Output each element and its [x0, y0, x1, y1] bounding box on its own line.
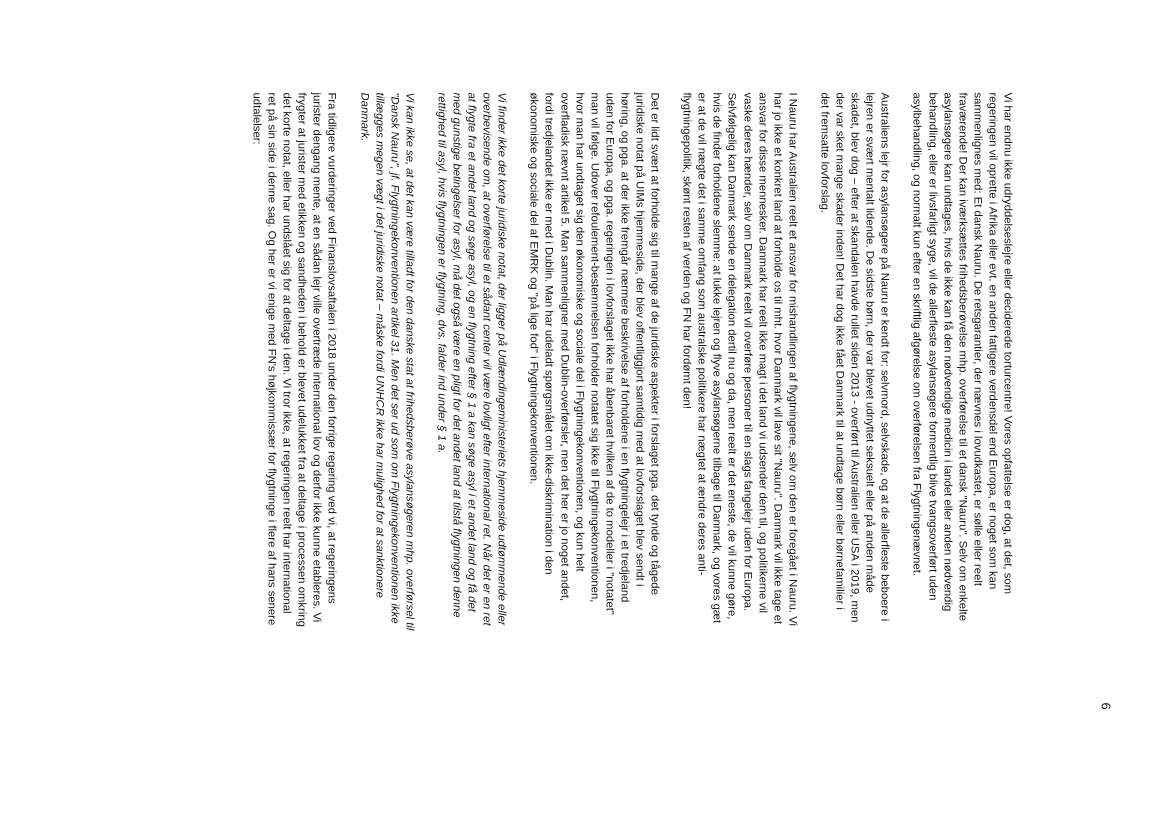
- paragraph-legal-aspects: Det er lidt svært at forholde sig til mange af de juridiske aspekter i forslaget pga. det tynde og tågede juridiske notat på UIMs hjemmeside, der blev offentliggjort samtidig med at lovforslaget blev sendt i høring, og pga. at der ikke fremgår nærmere beskrivelse af forholdene i en flygtningelejr i et tredjeland uden for Europa, og pga. regeringen i lovforslaget ikke har åbenbaret hvilken af de to modeller i "notatet" man vil følge. Udover refoulement-bestemmelsen forholder notatet sig ikke til Flygtningekonventionen, hvor man har undtaget sig den økonomiske og sociale del i Flygtningekonventionen, og kun helt overfladisk nævnt artikel 5. Man sammenligner med Dublin-overførsler, men det her er jo noget andet, fordi tredjelandet ikke er med i Dublin. Man har udeladt spørgsmålet om ikke-diskrimination i den økonomiske og sociale del af EMRK og "på lige fod" i Flygtningekonventionen.: [527, 92, 661, 615]
- paragraph-earlier-assessments: Fra tidligere vurderinger ved Finanslovsaftalen i 2018 under den forrige regering ved vi, at regeringens jurister dengang mente, at en sådan lejr ville overtræde international lov og derfor ikke kunne etableres. Vi frygter at jurister med etikken og sandheden i behold er blevet udelukket fra at deltage i processen omkring det korte notat, eller har undslået sig for at deltage i den. Vi tror ikke, at regeringen reelt har international ret på sin side i denne sag. Og her er vi enige med FN's højkommissær for flygtninge i flere af hans senere udtalelser:: [249, 92, 338, 627]
- paragraph-legal-note-critique: Vi finder ikke det korte juridiske notat, der ligger på Udlændingeministeriets hjemmeside udtømmende eller overbevisende om, at overførelse til et sådant center vil være lovligt efter international ret. Når det er en ret at flygte fra et andet land og søge asyl, og en flygtning efter § 1 a kan søge asyl i et andet land og få det med gunstige betingelser for asyl, må det også være en pligt for det andet land at tilstå flygtningen denne rettighed til asyl, hvis flygtningen er flygtning, dvs. falder ind under § 1 a.: [434, 92, 508, 626]
- paragraph-article-31: Vi kan ikke se, at det kan være tilladt for den danske stat at frihedsberøve asylansøgeren mhp. overførsel til "Dansk Nauru", jf. Flygtningekonventionen artikel 31. Men det ser ud som om Flygtningekonventionen ikke tillægges megen vægt i det juridiske notat – måske fordi UNHCR ikke har mulighed for at sanktionere Danmark.: [357, 92, 415, 630]
- document-body: [231, 92, 1014, 740]
- page-number: 6: [1098, 702, 1113, 710]
- paragraph-australia-nauru: Australiens lejr for asylansøgere på Nauru er kendt for: selvmord, selvskade, og at de allerfleste beboere i lejren er svært mentalt lidende. De sidste børn, der var blevet udnyttet seksuelt eller på anden måde skadet, blev dog – efter at skandalen havde rullet siden 2013 - overført til Australien eller USA i 2019, men der var sket mange skader inden! Det har dog ikke fået Danmark til at undtage børn eller børnefamilier i det fremsatte lovforslag.: [817, 92, 891, 622]
- paragraph-detention-centres: Vi har endnu ikke udryddelseslejre eller deciderede torturcentre! Vores opfattelse er dog, at det, som regeringen vil oprette i Afrika eller evt. en anden fattigere verdensdel end Europa, er noget som kan sammenlignes med: Et dansk Nauru. De retsgarantier, der nævnes i lovudkastet, er sølle eller reelt fraværende! Der kan iværksættes frihedsberøvelse mhp. overførelse til et dansk "Nauru". Selv om enkelte asylansøgere kan undtages, hvis de ikke kan få den nødvendige medicin i landet eller anden nødvendig behandling, eller er livsfarligt syge, vil de allerfleste asylansøgere formentlig blive tvangsoverført uden asylbehandling, og normalt kun efter en skriftlig afgørelse om overførelsen fra Flygtningenævnet.: [910, 92, 1013, 621]
- paragraph-responsibility: I Nauru har Australien reelt et ansvar for mishandlingen af flygtningene, selv om den er foregået i Nauru. Vi har jo ikke et konkret land at forholde os til mht. hvor Danmark vil lave sit "Nauru". Danmark vil ikke tage et ansvar for disse mennesker. Danmark har reelt ikke magt i det land vi udsender dem til, og politikerne vil vaske deres hænder, selv om Danmark reelt vil overføre personer til en slags fangelejr uden for Europa. Selvfølgelig kan Danmark sende en delegation dertil nu og da, men reelt er det eneste, de vil kunne gøre, hvis de finder forholdene slemme: at lukke lejren og flyve asylansøgerne tilbage til Danmark, og vores gæt er at de vil nægte det i samme omfang som australske politikere har nægtet at ændre deres anti- flygtningepolitik, skønt resten af verden og FN har fordømt den!: [680, 92, 798, 626]
